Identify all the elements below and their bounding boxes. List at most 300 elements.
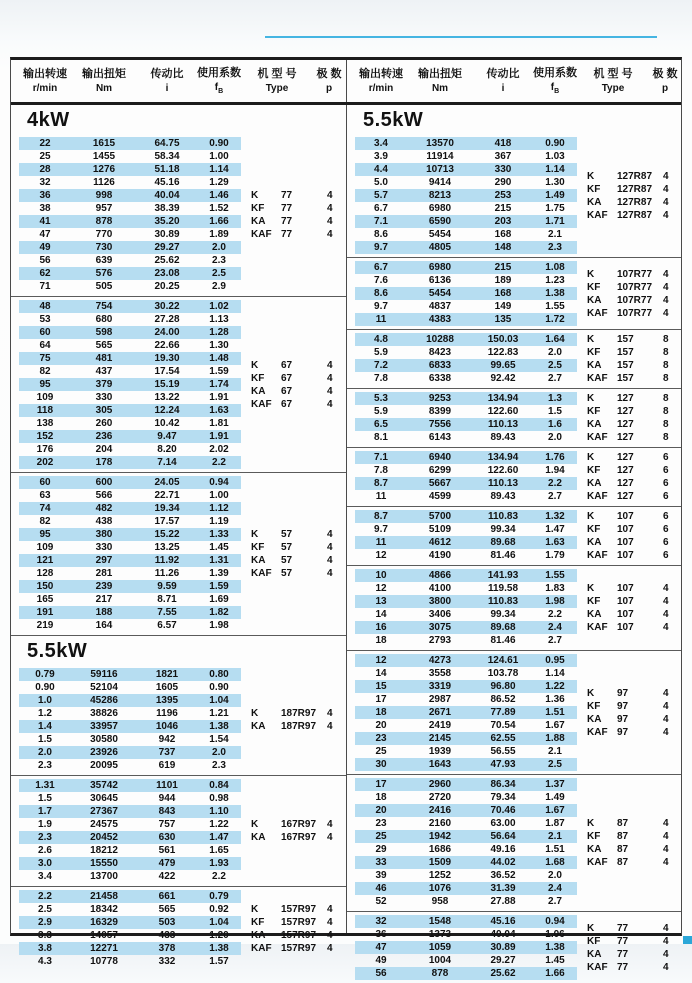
ratio-value: 77.89: [490, 707, 516, 718]
output-speed-value: 2.9: [38, 917, 52, 928]
output-torque-value: 730: [95, 242, 113, 253]
rows-area: [11, 300, 241, 469]
column-header-en: Nm: [95, 82, 113, 94]
table-row: [355, 778, 577, 791]
ratio-value: 22.66: [154, 340, 180, 351]
column-header-cn: 使用系数: [197, 66, 241, 79]
output-speed-value: 7.8: [374, 465, 388, 476]
type-row: [587, 713, 681, 726]
type-size: 107: [617, 609, 634, 620]
pole-count: 4: [327, 555, 333, 566]
service-factor-value: 0.94: [209, 477, 229, 488]
pole-count: 6: [663, 491, 669, 502]
output-torque-value: 204: [95, 444, 113, 455]
type-code: K: [587, 393, 595, 404]
type-size: 127R87: [617, 209, 653, 221]
type-size: 107R77: [617, 281, 653, 293]
table-row: [355, 967, 577, 980]
table-row: [355, 758, 577, 771]
ratio-value: 25.62: [490, 968, 516, 979]
output-torque-value: 260: [95, 418, 113, 429]
output-torque-value: 1509: [428, 857, 452, 868]
table-row: [355, 392, 577, 405]
service-factor-value: 2.3: [212, 255, 226, 266]
data-block: [347, 566, 681, 650]
output-torque-value: 5109: [428, 524, 452, 535]
ratio-value: 1821: [155, 669, 179, 680]
output-speed-value: 9.7: [374, 524, 388, 535]
table-row: [19, 619, 241, 632]
type-row: [587, 346, 681, 359]
type-size: 107: [617, 622, 634, 633]
output-speed-value: 7.1: [374, 452, 388, 463]
column-header-en: p: [661, 82, 669, 94]
column-header-cn: 输出转速: [359, 67, 403, 80]
type-size: 77: [281, 216, 293, 227]
output-speed-value: 36: [39, 190, 51, 201]
column-header-en: r/min: [368, 82, 394, 94]
pole-count: 8: [663, 347, 669, 358]
output-torque-value: 878: [95, 216, 113, 227]
output-speed-value: 71: [39, 281, 51, 292]
service-factor-value: 1.98: [209, 620, 229, 631]
service-factor-value: 0.98: [209, 793, 229, 804]
ratio-value: 56.64: [490, 831, 516, 842]
table-row: [355, 608, 577, 621]
output-speed-value: 9.7: [374, 301, 388, 312]
service-factor-value: 1.38: [545, 288, 565, 299]
output-speed-value: 9.7: [374, 242, 388, 253]
ratio-value: 99.65: [490, 360, 516, 371]
service-factor-value: 1.02: [209, 301, 229, 312]
output-speed-value: 109: [36, 392, 54, 403]
service-factor-value: 2.2: [548, 478, 562, 489]
output-speed-value: 18: [375, 792, 387, 803]
type-row: [251, 359, 345, 372]
output-speed-value: 4.8: [374, 334, 388, 345]
table-row: [19, 326, 241, 339]
table-row: [19, 528, 241, 541]
ratio-value: 17.57: [154, 516, 180, 527]
ratio-value: 51.18: [154, 164, 180, 175]
output-torque-value: 8399: [428, 406, 452, 417]
column-header-output-torque: [71, 67, 137, 95]
type-row: [251, 554, 345, 567]
output-speed-value: 64: [39, 340, 51, 351]
column-header-en: Nm: [431, 82, 449, 94]
service-factor-value: 1.28: [209, 327, 229, 338]
output-speed-value: 53: [39, 314, 51, 325]
table-row: [19, 137, 241, 150]
output-speed-value: 2.5: [38, 904, 52, 915]
table-row: [19, 515, 241, 528]
table-row: [355, 549, 577, 562]
output-torque-value: 38826: [90, 708, 118, 719]
table-row: [19, 554, 241, 567]
output-torque-value: 5454: [428, 288, 452, 299]
type-size: 107: [617, 596, 634, 607]
ratio-value: 27.28: [154, 314, 180, 325]
service-factor-value: 1.08: [545, 262, 565, 273]
output-speed-value: 47: [375, 942, 387, 953]
type-row: [587, 170, 681, 183]
output-speed-value: 22: [39, 138, 51, 149]
type-code: KA: [251, 385, 266, 397]
type-row: [251, 215, 345, 228]
type-size: 107: [617, 511, 634, 522]
table-row: [355, 706, 577, 719]
type-row: [587, 536, 681, 549]
table-row: [355, 176, 577, 189]
table-row: [355, 634, 577, 647]
type-row: [587, 418, 681, 431]
service-factor-value: 1.67: [545, 805, 565, 816]
output-speed-value: 13: [375, 596, 387, 607]
ratio-value: 24.00: [154, 327, 180, 338]
type-code: KA: [251, 721, 266, 732]
type-code: KAF: [587, 307, 608, 319]
type-code: KA: [587, 196, 602, 208]
table-row: [19, 365, 241, 378]
output-torque-value: 6136: [428, 275, 452, 286]
ratio-value: 24.05: [154, 477, 180, 488]
pole-count: 4: [327, 721, 333, 732]
pole-count: 4: [327, 568, 333, 579]
ratio-value: 149: [494, 301, 512, 312]
output-torque-value: 2671: [428, 707, 452, 718]
table-row: [355, 941, 577, 954]
ratio-value: 561: [158, 845, 176, 856]
table-row: [19, 668, 241, 681]
service-factor-value: 2.7: [548, 635, 562, 646]
table-row: [355, 274, 577, 287]
service-factor-value: 2.4: [548, 622, 562, 633]
pole-count: 4: [327, 819, 333, 830]
output-speed-value: 4.4: [374, 164, 388, 175]
pole-count: 4: [663, 687, 669, 699]
table-row: [19, 352, 241, 365]
column-header-cn: 输出转速: [23, 67, 67, 80]
service-factor-value: 2.0: [548, 432, 562, 443]
output-speed-value: 1.5: [38, 734, 52, 745]
type-list: [241, 779, 345, 883]
table-row: [355, 621, 577, 634]
pole-count: 4: [327, 385, 333, 397]
table-row: [19, 541, 241, 554]
type-code: KAF: [587, 373, 608, 384]
ratio-value: 1196: [156, 708, 178, 719]
ratio-value: 30.22: [154, 301, 180, 312]
type-list: [577, 261, 681, 326]
service-factor-value: 1.14: [545, 164, 565, 175]
output-speed-value: 30: [375, 759, 387, 770]
output-speed-value: 14: [375, 609, 387, 620]
output-torque-value: 1126: [93, 177, 115, 188]
service-factor-value: 1.65: [209, 845, 229, 856]
data-block: [347, 912, 681, 983]
table-row: [19, 476, 241, 489]
service-factor-value: 1.23: [545, 275, 565, 286]
ratio-value: 13.25: [154, 542, 180, 553]
table-row: [19, 339, 241, 352]
column-header-output-torque: [407, 67, 473, 95]
ratio-value: 30.89: [490, 942, 516, 953]
table-row: [355, 150, 577, 163]
type-code: KF: [587, 347, 601, 358]
type-code: KA: [587, 294, 602, 306]
type-row: [587, 268, 681, 281]
type-row: [587, 294, 681, 307]
output-speed-value: 8.7: [374, 478, 388, 489]
type-code: K: [587, 687, 595, 699]
output-torque-value: 600: [95, 477, 113, 488]
type-size: 97: [617, 687, 629, 699]
service-factor-value: 1.30: [209, 340, 229, 351]
type-code: KF: [587, 465, 601, 476]
output-speed-value: 5.3: [374, 393, 388, 404]
ratio-value: 89.68: [490, 537, 516, 548]
pole-count: 4: [327, 917, 333, 928]
data-block: [11, 887, 346, 971]
ratio-value: 81.46: [490, 635, 516, 646]
type-row: [587, 700, 681, 713]
rows-area: [347, 261, 577, 326]
output-torque-value: 3075: [428, 622, 452, 633]
table-row: [19, 567, 241, 580]
type-code: KF: [251, 542, 265, 553]
type-code: K: [587, 334, 595, 345]
service-factor-value: 1.48: [209, 353, 229, 364]
output-torque-value: 1686: [428, 844, 452, 855]
pole-count: 4: [327, 216, 333, 227]
output-speed-value: 152: [36, 431, 54, 442]
ratio-value: 70.46: [490, 805, 516, 816]
service-factor-value: 1.03: [545, 151, 565, 162]
table-row: [355, 830, 577, 843]
type-list: [241, 476, 345, 632]
type-size: 107R77: [617, 307, 653, 319]
output-torque-value: 438: [95, 516, 113, 527]
output-torque-value: 12271: [90, 943, 118, 954]
corner-accent-square: [683, 936, 692, 944]
service-factor-value: 1.54: [209, 734, 229, 745]
pole-count: 4: [327, 832, 333, 843]
table-body: [11, 105, 681, 979]
output-speed-value: 1.5: [38, 793, 52, 804]
data-block: [347, 134, 681, 257]
ratio-value: 135: [494, 314, 512, 325]
type-size: 77: [281, 203, 293, 214]
output-speed-value: 20: [375, 805, 387, 816]
table-row: [355, 431, 577, 444]
output-speed-value: 8.6: [374, 288, 388, 299]
pole-count: 4: [663, 831, 669, 842]
pole-count: 6: [663, 511, 669, 522]
table-row: [355, 928, 577, 941]
type-row: [587, 431, 681, 444]
output-torque-value: 6338: [428, 373, 452, 384]
pole-count: 4: [663, 281, 669, 293]
type-size: 97: [617, 700, 629, 712]
type-size: 67: [281, 398, 293, 410]
type-row: [251, 528, 345, 541]
rows-area: [347, 510, 577, 562]
service-factor-value: 1.14: [545, 668, 565, 679]
rows-area: [11, 137, 241, 293]
type-size: 67: [281, 372, 293, 384]
type-row: [587, 961, 681, 974]
service-factor-value: 1.19: [209, 516, 229, 527]
type-size: 187R97: [281, 721, 317, 732]
type-size: 77: [281, 190, 293, 201]
type-code: KAF: [587, 857, 608, 868]
type-row: [587, 281, 681, 294]
output-torque-value: 4190: [428, 550, 452, 561]
column-header-cn: 输出扭矩: [418, 67, 462, 80]
output-torque-value: 30580: [90, 734, 118, 745]
type-row: [587, 523, 681, 536]
service-factor-value: 1.10: [209, 806, 229, 817]
table-row: [19, 929, 241, 942]
data-block: [347, 507, 681, 565]
output-speed-value: 82: [39, 516, 51, 527]
ratio-value: 422: [158, 871, 176, 882]
pole-count: 6: [663, 524, 669, 535]
type-row: [587, 209, 681, 222]
service-factor-value: 1.36: [545, 694, 565, 705]
table-row: [355, 654, 577, 667]
ratio-value: 40.04: [490, 929, 516, 940]
type-code: KA: [587, 609, 602, 620]
type-code: KA: [587, 537, 602, 548]
ratio-value: 10.42: [154, 418, 180, 429]
service-factor-value: 2.0: [548, 870, 562, 881]
output-speed-value: 25: [375, 831, 387, 842]
type-size: 127: [617, 406, 634, 417]
output-torque-value: 4612: [428, 537, 452, 548]
service-factor-value: 1.38: [209, 943, 229, 954]
output-torque-value: 3406: [428, 609, 452, 620]
ratio-value: 81.46: [490, 550, 516, 561]
table-row: [19, 378, 241, 391]
ratio-value: 99.34: [490, 524, 516, 535]
service-factor-value: 1.89: [209, 229, 229, 240]
type-row: [587, 333, 681, 346]
output-speed-value: 4.3: [38, 956, 52, 967]
ratio-value: 86.34: [490, 779, 516, 790]
type-size: 127R87: [617, 183, 653, 195]
power-rating-label: 5.5kW: [27, 640, 88, 662]
output-torque-value: 4805: [428, 242, 452, 253]
ratio-value: 124.61: [487, 655, 519, 666]
type-code: KF: [587, 831, 601, 842]
table-row: [355, 300, 577, 313]
ratio-value: 189: [494, 275, 512, 286]
power-rating-label: 4kW: [27, 109, 70, 131]
service-factor-value: 1.30: [545, 177, 565, 188]
table-row: [355, 732, 577, 745]
table-row: [355, 241, 577, 254]
output-torque-value: 45286: [90, 695, 118, 706]
type-size: 157R97: [281, 904, 317, 915]
table-row: [19, 681, 241, 694]
type-row: [251, 916, 345, 929]
table-row: [355, 464, 577, 477]
table-row: [355, 405, 577, 418]
output-torque-value: 1643: [428, 759, 452, 770]
table-row: [19, 916, 241, 929]
type-row: [587, 948, 681, 961]
type-size: 67: [281, 385, 293, 397]
column-header-poles: [649, 67, 681, 95]
output-torque-value: 5667: [428, 478, 452, 489]
ratio-value: 13.22: [154, 392, 180, 403]
table-row: [355, 869, 577, 882]
type-size: 77: [617, 948, 629, 960]
pole-count: 4: [663, 922, 669, 934]
service-factor-value: 1.93: [209, 858, 229, 869]
ratio-value: 122.60: [487, 406, 519, 417]
column-header-type: [577, 67, 649, 95]
table-row: [355, 693, 577, 706]
table-row: [355, 523, 577, 536]
column-header-cn: 传动比: [150, 67, 184, 80]
pole-count: 4: [663, 596, 669, 607]
pole-count: 4: [327, 943, 333, 954]
ratio-value: 27.88: [490, 896, 516, 907]
type-code: K: [587, 170, 595, 182]
type-row: [587, 451, 681, 464]
ratio-value: 330: [494, 164, 512, 175]
type-code: K: [251, 904, 259, 915]
type-code: KAF: [587, 432, 608, 443]
table-header-left: [11, 60, 346, 102]
service-factor-value: 2.02: [209, 444, 229, 455]
output-torque-value: 239: [95, 581, 113, 592]
table-row: [19, 215, 241, 228]
ratio-value: 25.62: [154, 255, 180, 266]
service-factor-value: 2.2: [212, 457, 226, 468]
type-size: 77: [617, 922, 629, 934]
output-speed-value: 7.1: [374, 216, 388, 227]
output-speed-value: 5.7: [374, 190, 388, 201]
type-size: 107R77: [617, 294, 653, 306]
output-speed-value: 1.31: [35, 780, 55, 791]
output-speed-value: 6.7: [374, 203, 388, 214]
output-speed-value: 15: [375, 681, 387, 692]
ratio-value: 661: [158, 891, 176, 902]
type-code: KF: [587, 935, 601, 947]
output-torque-value: 6590: [428, 216, 452, 227]
output-torque-value: 1373: [428, 929, 452, 940]
rows-area: [347, 654, 577, 771]
service-factor-value: 1.14: [209, 164, 229, 175]
service-factor-value: 1.51: [545, 844, 565, 855]
type-size: 127R87: [617, 170, 653, 182]
type-list: [241, 137, 345, 293]
type-code: KAF: [251, 398, 272, 410]
type-size: 67: [281, 359, 293, 371]
table-row: [355, 569, 577, 582]
service-factor-value: 1.29: [209, 177, 229, 188]
ratio-value: 9.47: [157, 431, 177, 442]
type-code: K: [587, 818, 595, 829]
output-torque-value: 2160: [428, 818, 452, 829]
table-half-right: [346, 105, 681, 979]
output-speed-value: 202: [36, 457, 54, 468]
table-row: [355, 137, 577, 150]
ratio-value: 843: [158, 806, 176, 817]
